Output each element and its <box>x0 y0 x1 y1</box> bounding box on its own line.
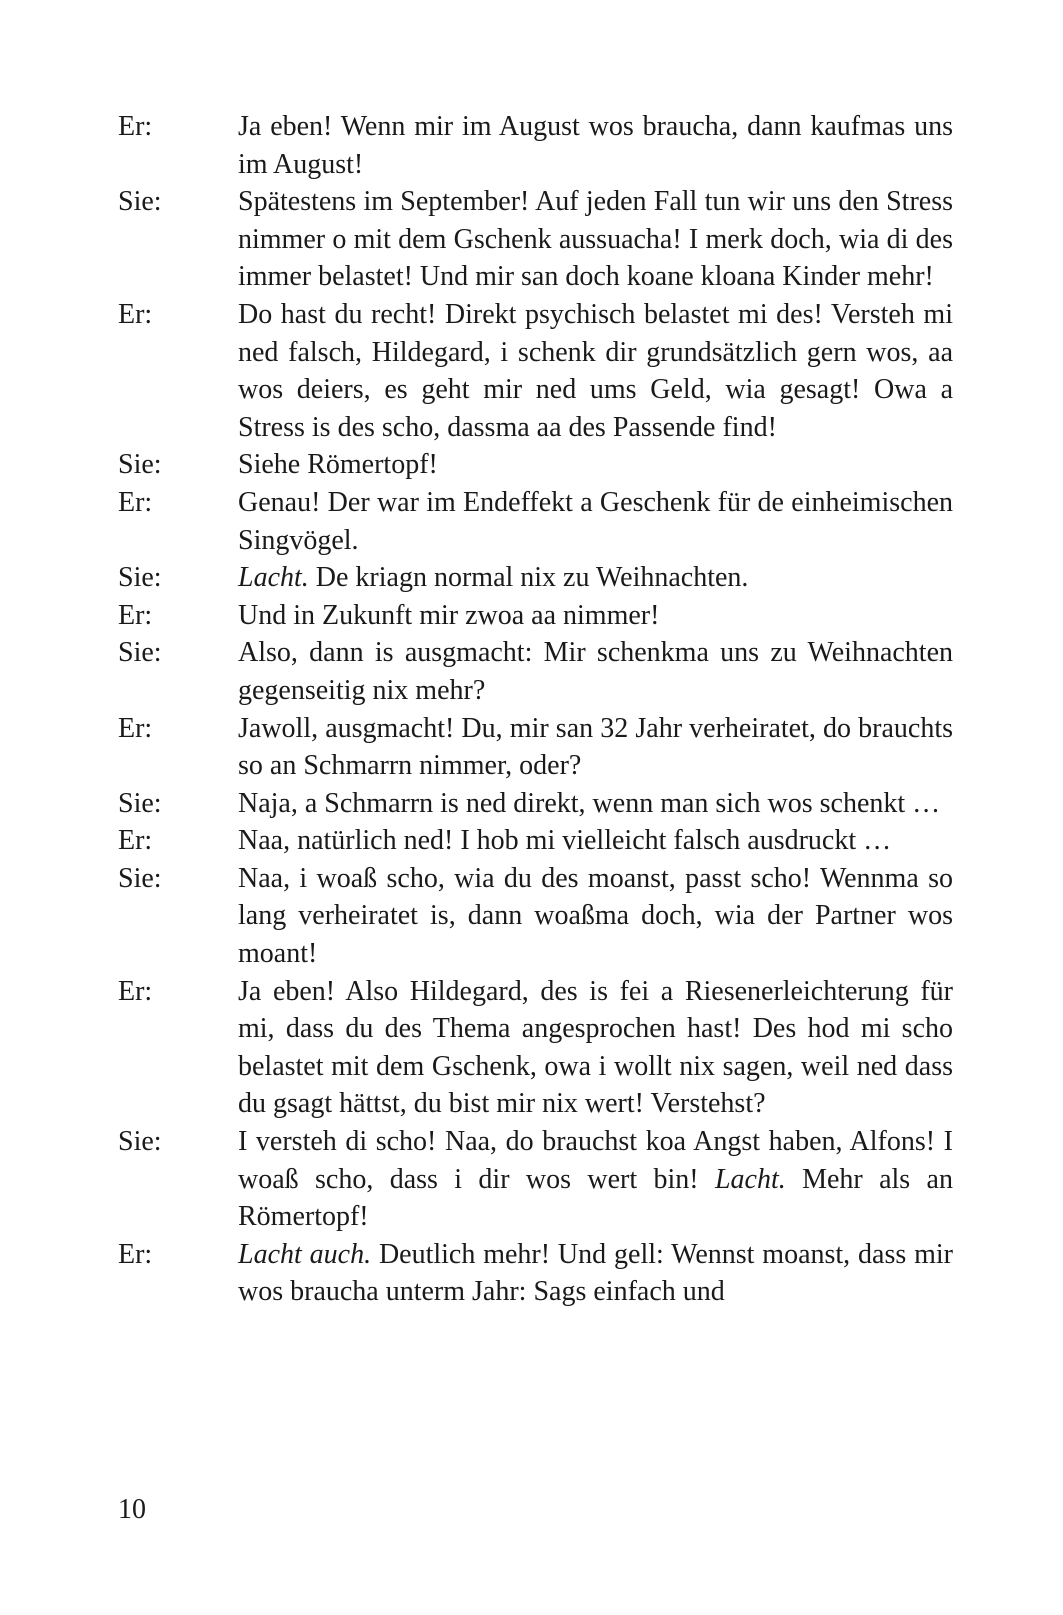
dialogue-entry <box>118 785 953 823</box>
speaker-label: Er: <box>118 825 153 857</box>
dialogue-entry <box>118 1123 953 1236</box>
dialogue-entry <box>118 860 953 973</box>
spoken-text: De kriagn normal nix zu Weihnachten. <box>308 562 749 594</box>
dialogue-entry <box>118 634 953 709</box>
spoken-text: Ja eben! Also Hildegard, des is fei a Riesenerleichterung für mi, dass du des Thema angesprochen hast! Des hod mi scho belastet mit dem Gschenk, owa i wollt nix sagen, weil ned dass du gsagt hättst, du bist mir nix wert! Verstehst? <box>238 975 953 1120</box>
spoken-text: Ja eben! Wenn mir im August wos braucha, dann kaufmas uns im August! <box>238 111 953 180</box>
speaker-label: Er: <box>118 1238 153 1270</box>
dialogue-text <box>238 108 953 183</box>
dialogue-text <box>238 710 953 785</box>
page-number: 10 <box>118 1494 146 1525</box>
spoken-text: Also, dann is ausgmacht: Mir schenkma uns zu Weihnachten gegenseitig nix mehr? <box>238 637 953 706</box>
speaker-label: Sie: <box>118 449 162 481</box>
dialogue-text <box>238 785 953 823</box>
spoken-text: I versteh di scho! Naa, do brauchst koa Angst haben, Alfons! I woaß scho, dass i dir wos wert bin! <box>238 1126 953 1195</box>
dialogue-entry <box>118 822 953 860</box>
spoken-text: Naa, natürlich ned! I hob mi vielleicht falsch ausdruckt … <box>238 825 892 857</box>
dialogue <box>118 108 953 1311</box>
dialogue-entry <box>118 1236 953 1311</box>
dialogue-text <box>238 822 953 860</box>
dialogue-entry <box>118 597 953 635</box>
dialogue-entry <box>118 183 953 296</box>
dialogue-entry <box>118 710 953 785</box>
speaker-label: Er: <box>118 486 153 518</box>
dialogue-entry <box>118 973 953 1123</box>
dialogue-text <box>238 597 953 635</box>
speaker-label: Er: <box>118 599 153 631</box>
spoken-text: Siehe Römertopf! <box>238 449 438 481</box>
dialogue-entry <box>118 446 953 484</box>
stage-direction: Lacht. <box>238 562 309 594</box>
stage-direction: Lacht auch. <box>238 1238 372 1270</box>
spoken-text: Jawoll, ausgmacht! Du, mir san 32 Jahr verheiratet, do brauchts so an Schmarrn nimmer, oder? <box>238 712 953 782</box>
spoken-text: Naja, a Schmarrn is ned direkt, wenn man sich wos schenkt … <box>238 787 941 819</box>
speaker-label: Er: <box>118 712 153 744</box>
spoken-text: Spätestens im September! Auf jeden Fall tun wir uns den Stress nimmer o mit dem Gschenk aussuacha! I merk doch, wia di des immer belastet! Und mir san doch koane kloana Kinder mehr! <box>238 186 953 293</box>
speaker-label: Er: <box>118 298 153 330</box>
spoken-text: Do hast du recht! Direkt psychisch belastet mi des! Versteh mi ned falsch, Hildegard, i schenk dir grundsätzlich gern wos, aa wos deiers, es geht mir ned ums Geld, wia gesagt! Owa a Stress is des scho, dassma aa des Passende find! <box>238 298 953 443</box>
speaker-label: Sie: <box>118 787 162 819</box>
speaker-label: Sie: <box>118 186 162 218</box>
dialogue-text <box>238 1123 953 1236</box>
dialogue-entry <box>118 559 953 597</box>
speaker-label: Sie: <box>118 1126 162 1158</box>
dialogue-text <box>238 559 953 597</box>
dialogue-entry <box>118 108 953 183</box>
dialogue-text <box>238 1236 953 1311</box>
dialogue-entry <box>118 484 953 559</box>
dialogue-entry <box>118 296 953 446</box>
dialogue-text <box>238 484 953 559</box>
speaker-label: Sie: <box>118 862 162 894</box>
dialogue-text <box>238 183 953 296</box>
stage-direction: Lacht. <box>714 1163 786 1195</box>
speaker-label: Er: <box>118 975 153 1007</box>
speaker-label: Er: <box>118 111 153 142</box>
spoken-text: Mehr als an Römertopf! <box>238 1163 953 1233</box>
dialogue-text <box>238 973 953 1123</box>
dialogue-text <box>238 446 953 484</box>
spoken-text: Und in Zukunft mir zwoa aa nimmer! <box>238 599 660 631</box>
dialogue-text <box>238 860 953 973</box>
dialogue-text <box>238 296 953 446</box>
speaker-label: Sie: <box>118 637 162 669</box>
spoken-text: Genau! Der war im Endeffekt a Geschenk für de einheimischen Singvögel. <box>238 486 953 556</box>
spoken-text: Deutlich mehr! Und gell: Wennst moanst, dass mir wos braucha unterm Jahr: Sags einfach und <box>238 1238 953 1308</box>
spoken-text: Naa, i woaß scho, wia du des moanst, passt scho! Wennma so lang verheiratet is, dann woaßma doch, wia der Partner wos moant! <box>238 862 953 970</box>
dialogue-text <box>238 634 953 709</box>
speaker-label: Sie: <box>118 562 162 594</box>
